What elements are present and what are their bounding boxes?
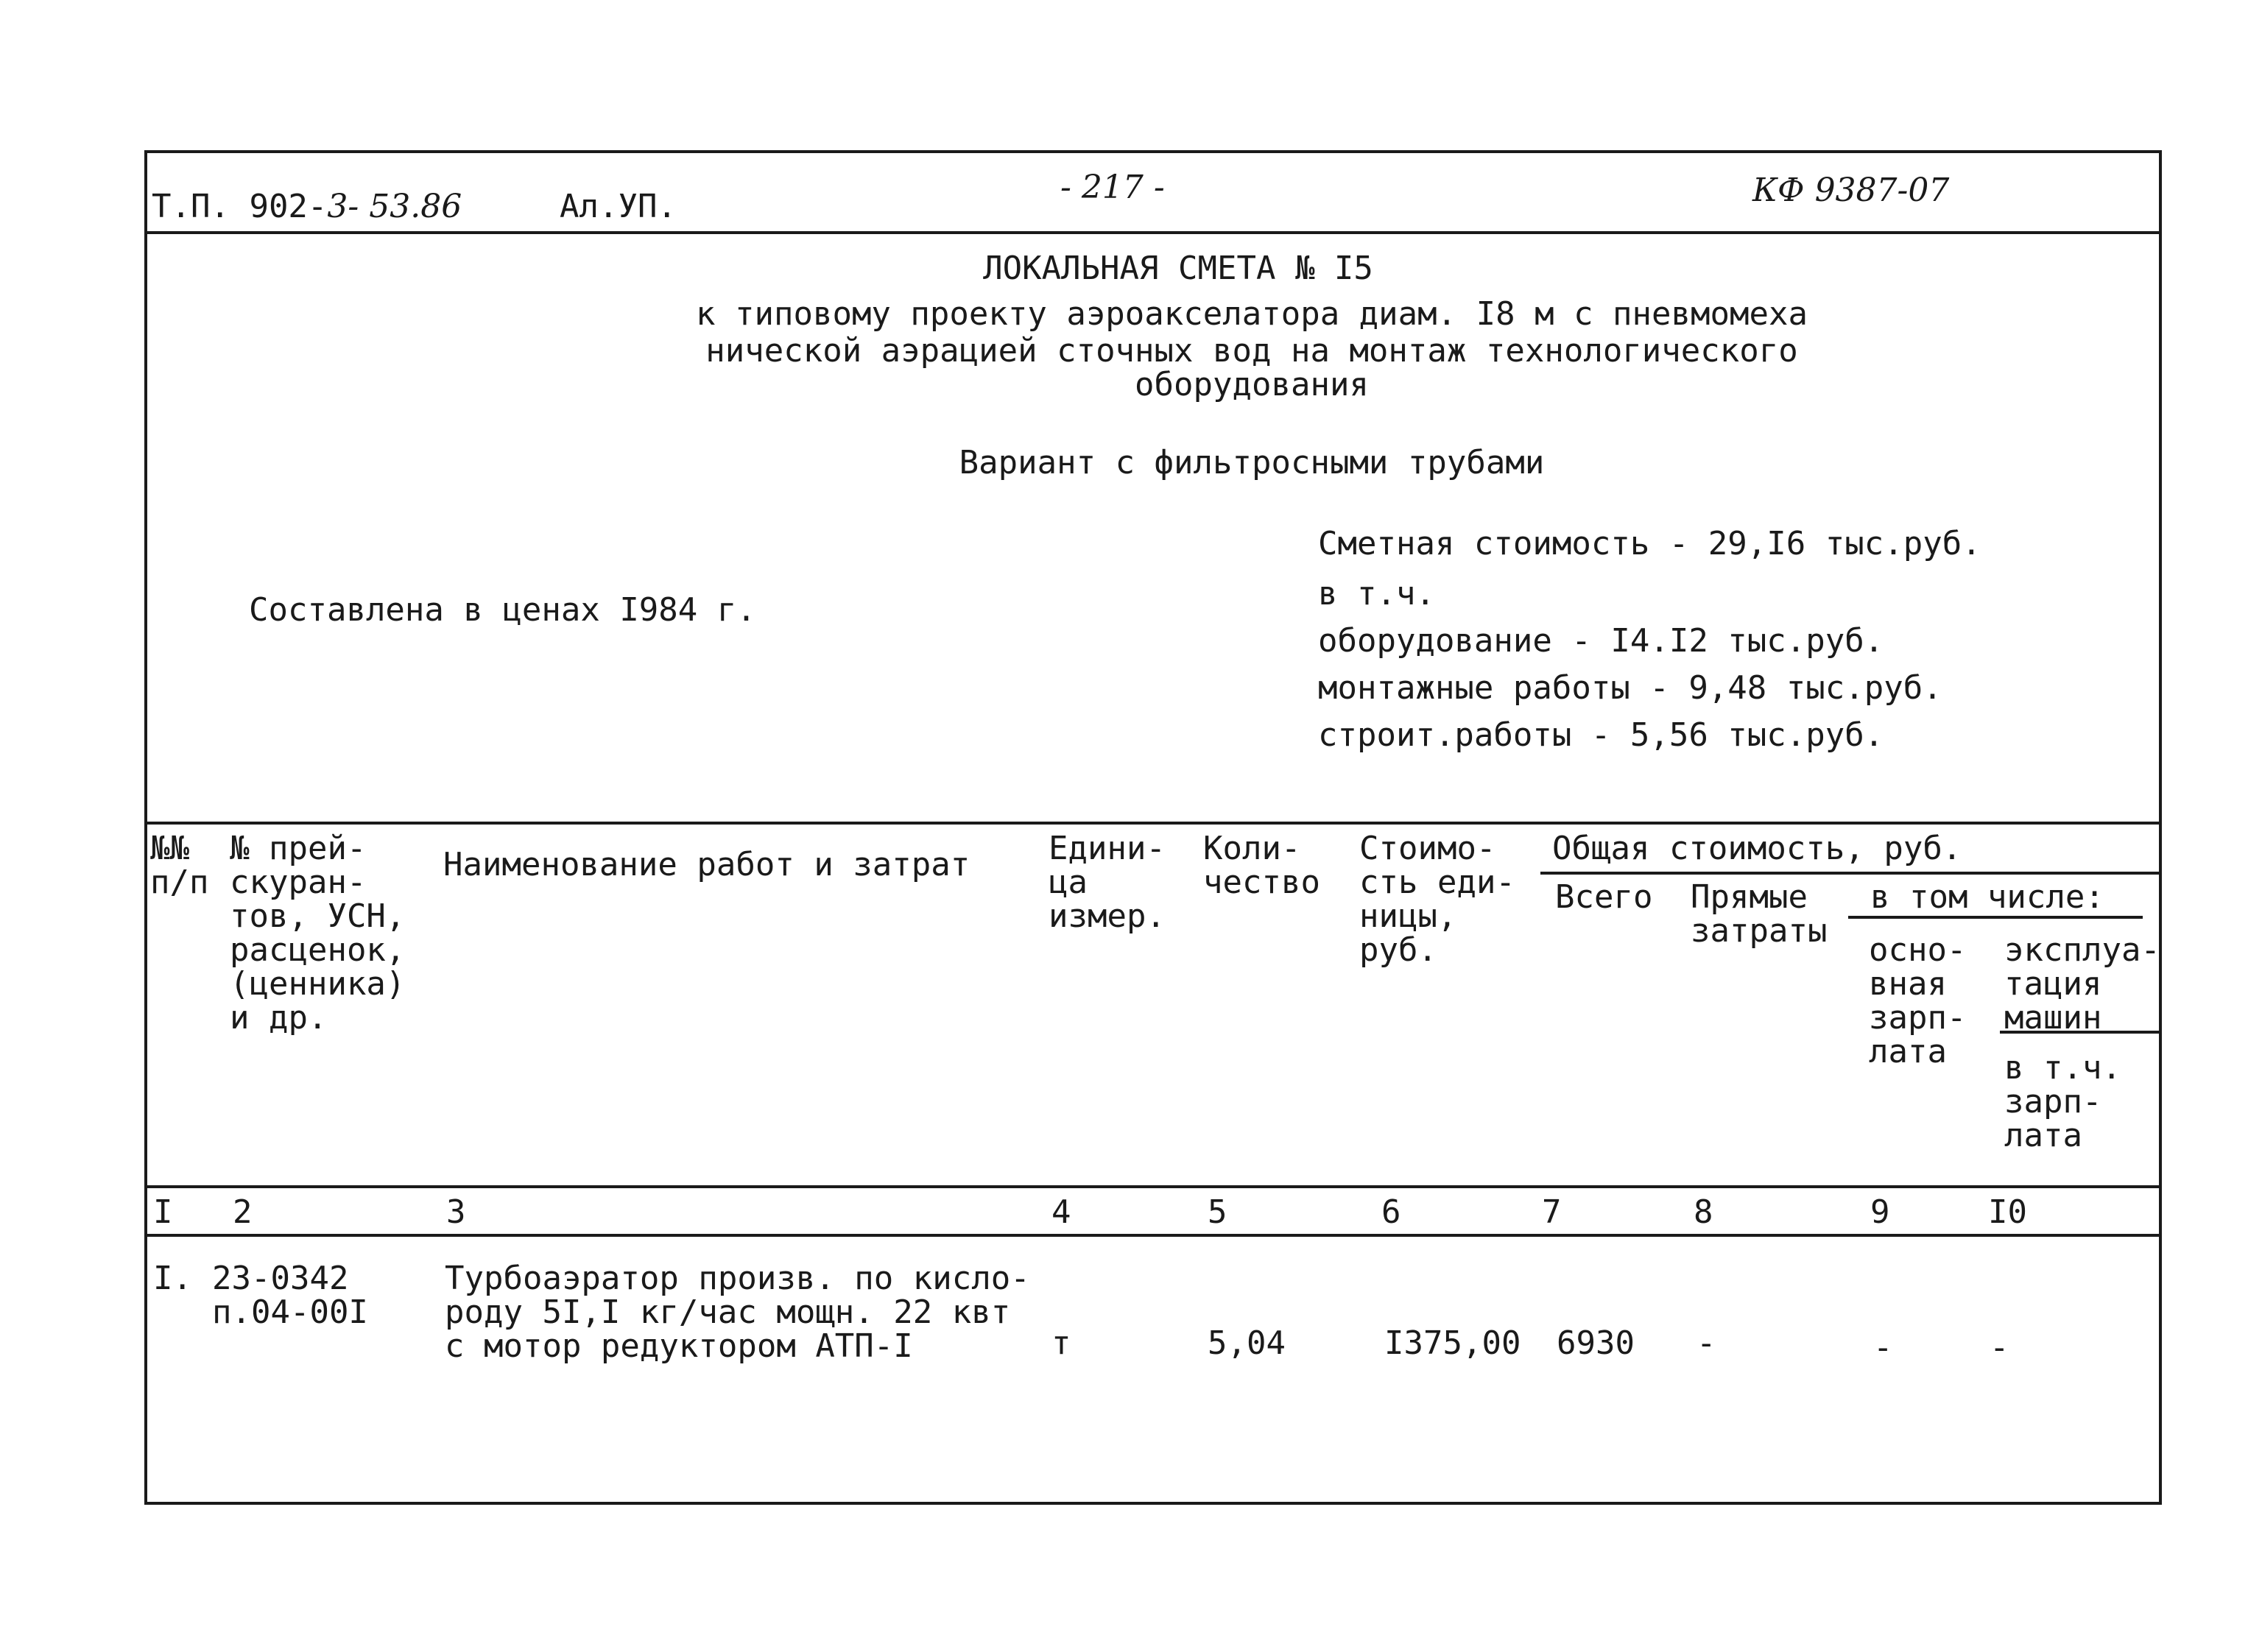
col9-header: осно- вная зарп- лата — [1869, 931, 1967, 1070]
cost-construction: строит.работы - 5,56 тыс.руб. — [1318, 716, 1884, 754]
estimate-heading: ЛОКАЛЬНАЯ СМЕТА № I5 — [983, 250, 1373, 287]
row-unit-cost: I375,00 — [1384, 1324, 1521, 1362]
total-group-rule — [1540, 872, 2162, 875]
total-group-header: Общая стоимость, руб. — [1552, 830, 1962, 867]
col7-header: Всего — [1555, 878, 1653, 916]
row-machines: - — [1990, 1329, 2009, 1366]
col3-header: Наименование работ и затрат — [443, 846, 970, 883]
header-rule — [144, 231, 2162, 234]
row-direct: - — [1696, 1324, 1716, 1362]
album-label: Ал.УП. — [560, 188, 677, 225]
col10-top-header: эксплуа- тация машин — [2004, 931, 2160, 1037]
row-number: I. — [153, 1260, 192, 1297]
colnum-5: 5 — [1208, 1193, 1227, 1231]
variant-title: Вариант с фильтросными трубами — [959, 444, 1545, 481]
colnum-9: 9 — [1870, 1193, 1890, 1231]
col2-header: № прей- скуран- тов, УСН, расценок, (ценника) и др. — [230, 830, 406, 1037]
col4-header: Едини- ца измер. — [1049, 830, 1166, 935]
col6-header: Стоимо- сть еди- ницы, руб. — [1359, 830, 1515, 969]
colnum-6: 6 — [1381, 1193, 1401, 1231]
cost-equipment: оборудование - I4.I2 тыс.руб. — [1318, 622, 1884, 660]
row-wage: - — [1873, 1329, 1893, 1366]
cost-total: Сметная стоимость - 29,I6 тыс.руб. — [1318, 525, 1981, 562]
table-top-rule — [144, 822, 2162, 825]
document-code: КФ 9387-07 — [1752, 172, 1950, 209]
incl-group-rule — [1848, 916, 2143, 919]
title-line-2: нической аэрацией сточных вод на монтаж технологического — [705, 332, 1798, 370]
header-bottom-rule — [144, 1185, 2162, 1188]
page-number: - 217 - — [1060, 169, 1165, 206]
colnum-bottom-rule — [144, 1234, 2162, 1237]
row-name: Турбоаэратор произв. по кисло- роду 5I,I кг/час мощн. 22 квт с мотор редуктором АТП-I — [445, 1260, 1030, 1365]
colnum-2: 2 — [233, 1193, 253, 1231]
row-unit: т — [1051, 1324, 1071, 1362]
row-code: 23-0342 п.04-00I — [212, 1260, 368, 1331]
col8-header: Прямые затраты — [1691, 878, 1828, 950]
row-total: 6930 — [1557, 1324, 1635, 1362]
cost-incl: в т.ч. — [1318, 575, 1435, 613]
colnum-1: I — [153, 1193, 173, 1231]
title-line-1: к типовому проекту аэроакселатора диам. I8 м с пневмомеха — [696, 295, 1808, 333]
col10-bottom-header: в т.ч. зарп- лата — [2004, 1049, 2121, 1154]
col5-header: Коли- чество — [1203, 830, 1320, 901]
col1-header: №№ п/п — [150, 830, 209, 901]
cost-mounting: монтажные работы - 9,48 тыс.руб. — [1318, 669, 1942, 707]
prices-note: Составлена в ценах I984 г. — [249, 591, 756, 629]
colnum-10: I0 — [1988, 1193, 2027, 1231]
title-line-3: оборудования — [1135, 366, 1369, 403]
project-code: Т.П. 902-3- 53.86 — [152, 188, 462, 225]
colnum-7: 7 — [1542, 1193, 1562, 1231]
incl-group-header: в том числе: — [1870, 878, 2104, 916]
colnum-4: 4 — [1051, 1193, 1071, 1231]
row-qty: 5,04 — [1208, 1324, 1286, 1362]
colnum-8: 8 — [1694, 1193, 1713, 1231]
colnum-3: 3 — [446, 1193, 466, 1231]
